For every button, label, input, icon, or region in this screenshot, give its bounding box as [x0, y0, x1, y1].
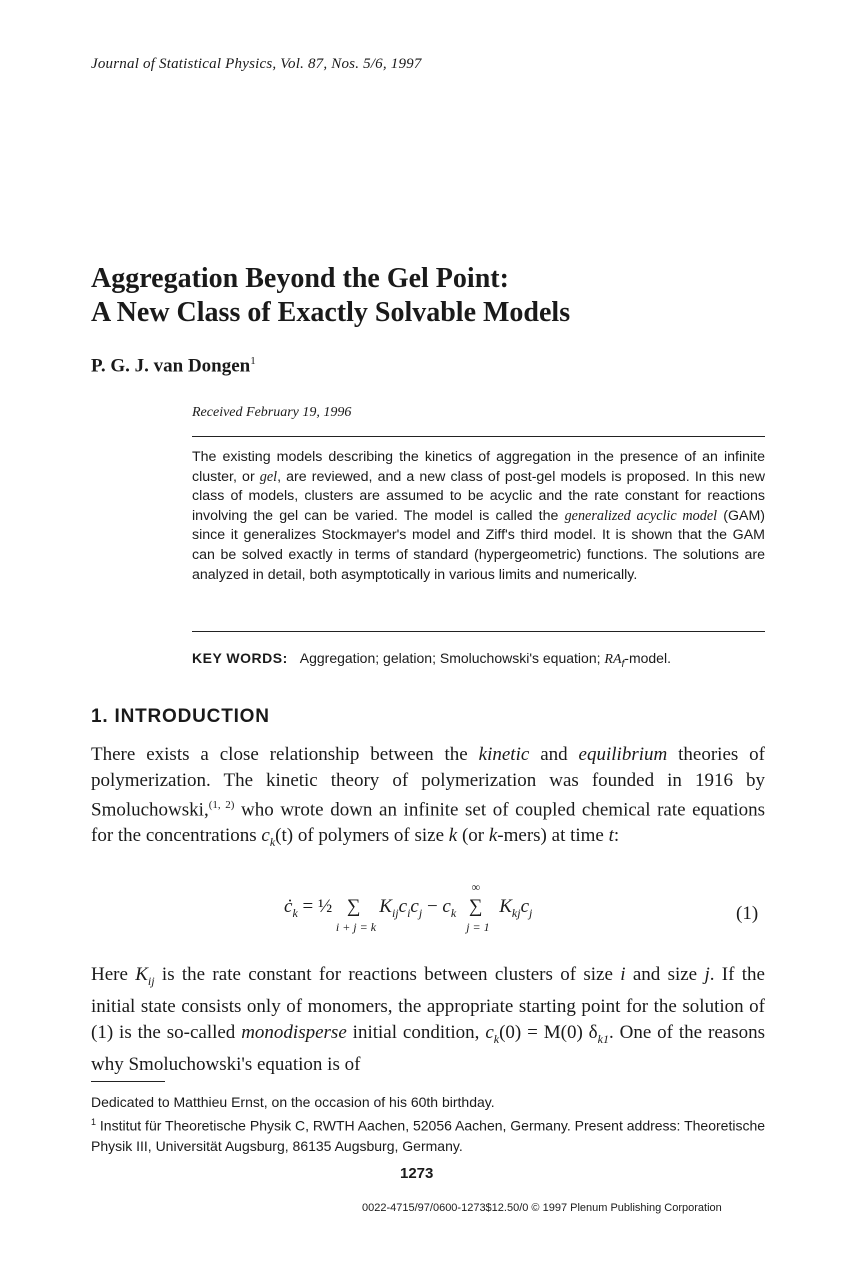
keywords-label: KEY WORDS: — [192, 650, 288, 666]
journal-citation: Journal of Statistical Physics, Vol. 87, Nos. 5/6, 1997 — [91, 56, 422, 72]
abstract-bottom-rule — [192, 631, 765, 632]
p2-k: K — [135, 964, 148, 985]
p2-cond-c: c — [485, 1021, 494, 1043]
footnote-1-text: Institut für Theoretische Physik C, RWTH Aachen, 52056 Aachen, Germany. Present address: Theoretische Physik III, Universität Augsburg, 86135 Augsburg, Germany. — [91, 1117, 766, 1154]
keywords — [192, 650, 671, 670]
keywords-ra: RA — [604, 652, 622, 667]
p1-text: There exists a close relationship between the — [91, 744, 479, 765]
eq-cj: c — [410, 896, 419, 917]
eq-ci-sub: i — [407, 905, 411, 920]
abstract-text-3: (GAM) since it generalizes Stockmayer's model and Ziff's third model. It is shown that the GAM can be solved exactly in terms of standard (hypergeometric) functions. The solutions are analyzed in detail, both asymptotically in various limits and numerically. — [192, 507, 766, 583]
p1-text: and — [529, 744, 579, 765]
p2-cond-sub: k — [493, 1031, 500, 1046]
eq-cj2: c — [520, 896, 530, 917]
p1-kinetic: kinetic — [478, 744, 530, 765]
p1-reference: (1, 2) — [208, 799, 235, 811]
p1-text: theories of polymerization. The kinetic theory of polymerization was founded in 1916 by Smoluchowski, — [91, 744, 766, 821]
equation-number: (1) — [736, 903, 759, 924]
eq-ck-sub: k — [450, 905, 457, 920]
p1-k: k — [488, 824, 498, 846]
p2-text: and size — [625, 964, 705, 985]
page-number: 1273 — [400, 1165, 434, 1182]
eq-cj2-sub: j — [529, 905, 533, 920]
keywords-ra-sub: f — [621, 658, 625, 670]
abstract-term-gel: gel — [259, 468, 278, 485]
author-name: P. G. J. van Dongen — [91, 355, 251, 377]
p2-cond-rest: (0) = M(0) δ — [499, 1021, 598, 1043]
p1-ck: c — [261, 824, 270, 846]
eq-sum-1 — [335, 896, 377, 934]
eq-sum-2-upper: ∞ — [471, 880, 481, 894]
eq-k: K — [379, 896, 392, 917]
p2-text: . If the initial state consists only of monomers, the appropriate starting point for the solution of (1) is the so-called — [91, 964, 765, 1043]
abstract — [192, 448, 765, 585]
eq-ck: c — [442, 896, 451, 917]
received-date: Received February 19, 1996 — [192, 405, 352, 420]
eq-sum-2-symbol: ∑ — [468, 896, 483, 917]
abstract-top-rule — [192, 436, 765, 437]
footnote-1 — [91, 1112, 765, 1156]
p1-ck-sub: k — [269, 834, 276, 849]
intro-paragraph-2 — [91, 962, 765, 1078]
p2-i: i — [620, 964, 626, 985]
p2-k-sub: ij — [147, 973, 155, 988]
p1-text: -mers) at time — [497, 824, 609, 846]
p2-text: . One of the reasons why Smoluchowski's equation is of — [91, 1021, 765, 1076]
eq-ci: c — [398, 896, 408, 917]
eq-half: ½ — [317, 896, 333, 917]
p2-monodisperse: monodisperse — [241, 1021, 347, 1043]
eq-lhs: ċ — [284, 896, 293, 917]
keywords-text-end: -model. — [624, 650, 671, 666]
equation-1 — [284, 880, 533, 934]
p2-j: j — [704, 964, 710, 985]
p1-text: who wrote down an infinite set of coupled chemical rate equations for the concentrations — [91, 799, 765, 846]
p1-text: (or — [457, 824, 489, 846]
eq-kkj: K — [499, 896, 512, 917]
keywords-text: Aggregation; gelation; Smoluchowski's equation; — [299, 650, 605, 666]
p1-equilibrium: equilibrium — [578, 744, 668, 765]
p2-text: is the rate constant for reactions between clusters of size — [154, 964, 621, 985]
p1-text: (t) of polymers of size — [275, 824, 449, 846]
eq-minus: − — [422, 896, 443, 917]
p2-text: initial condition, — [346, 1021, 486, 1043]
footnote-1-mark: 1 — [91, 1117, 97, 1127]
footnote-dedication: Dedicated to Matthieu Ernst, on the occasion of his 60th birthday. — [91, 1094, 495, 1110]
eq-k-sub: ij — [391, 905, 399, 920]
abstract-text-2: , are reviewed, and a new class of post-gel models is proposed. In this new class of models, clusters are assumed to be acyclic and the rate constant for reactions involving the gel can be varied. The model is called the — [192, 468, 765, 524]
section-heading: 1. INTRODUCTION — [91, 706, 270, 727]
eq-kkj-sub: kj — [511, 905, 521, 920]
eq-cj-sub: j — [418, 905, 423, 920]
eq-sum-2 — [466, 880, 490, 934]
eq-sum-1-lower: i + j = k — [335, 920, 377, 934]
intro-paragraph-1 — [91, 742, 765, 855]
eq-equals: = — [297, 896, 318, 917]
abstract-term-gam: generalized acyclic model — [564, 507, 718, 524]
title-line-2: A New Class of Exactly Solvable Models — [91, 297, 571, 328]
p2-text: Here — [91, 964, 136, 985]
p1-k: k — [448, 824, 458, 846]
p1-t: t — [608, 824, 614, 846]
author-footnote-mark: 1 — [250, 355, 256, 367]
eq-sum-1-symbol: ∑ — [346, 896, 361, 917]
eq-lhs-sub: k — [292, 905, 298, 920]
abstract-text-1: The existing models describing the kinetics of aggregation in the presence of an infinite cluster, or — [192, 449, 765, 485]
eq-sum-2-lower: j = 1 — [466, 920, 490, 934]
title-line-1: Aggregation Beyond the Gel Point: — [91, 263, 509, 294]
p2-delta-sub: k1 — [597, 1031, 609, 1046]
footnote-rule — [91, 1081, 165, 1082]
p1-text: : — [613, 824, 620, 846]
paper-title — [91, 262, 570, 330]
author — [91, 355, 256, 377]
copyright-line: 0022-4715/97/0600-1273$12.50/0 © 1997 Plenum Publishing Corporation — [362, 1202, 722, 1214]
